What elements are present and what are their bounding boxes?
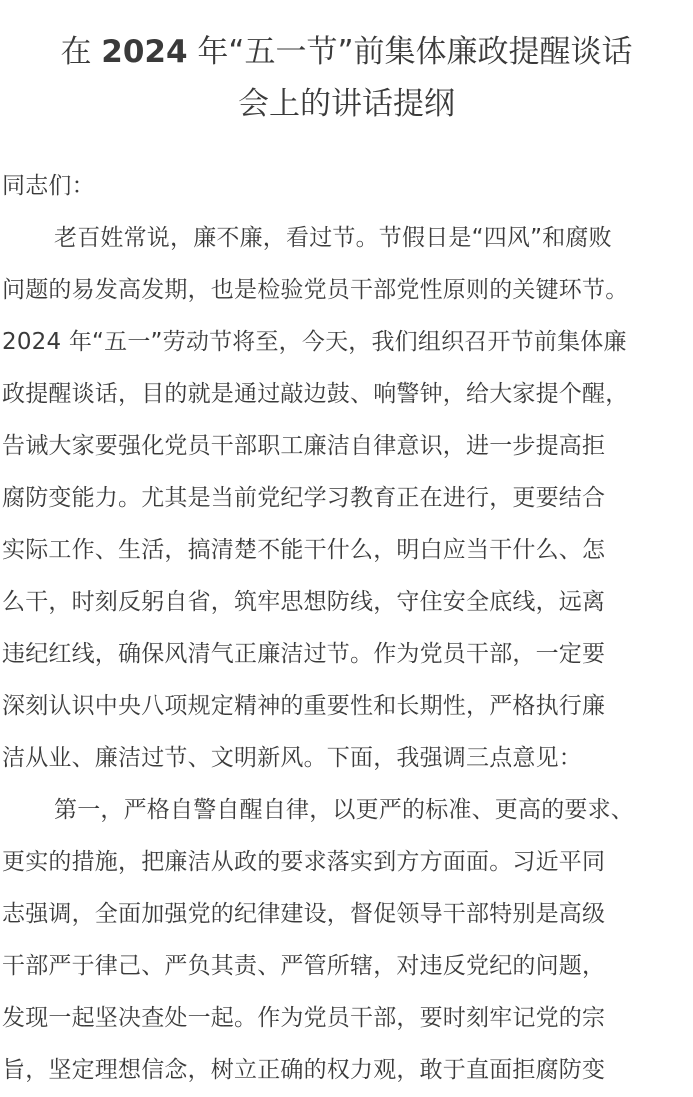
paragraph-line: 2024 年“五一”劳动节将至，今天，我们组织召开节前集体廉: [2, 329, 627, 355]
paragraph-line: 么干，时刻反躬自省，筑牢思想防线，守住安全底线，远离: [2, 589, 606, 615]
paragraph-line: 志强调，全面加强党的纪律建设，督促领导干部特别是高级: [2, 901, 606, 927]
paragraph-line: 发现一起坚决查处一起。作为党员干部，要时刻牢记党的宗: [2, 1005, 606, 1031]
title-year: 2024: [101, 34, 188, 70]
title-line-1: [0, 26, 693, 78]
paragraph-line: 干部严于律己、严负其责、严管所辖，对违反党纪的问题，: [2, 953, 606, 979]
paragraph-line: 违纪红线，确保风清气正廉洁过节。作为党员干部，一定要: [2, 641, 606, 667]
paragraph-line: 第一，严格自警自醒自律，以更严的标准、更高的要求、: [54, 797, 634, 823]
paragraph-line: 旨，坚定理想信念，树立正确的权力观，敢于直面拒腐防变: [2, 1057, 606, 1083]
paragraph-line: 更实的措施，把廉洁从政的要求落实到方方面面。习近平同: [2, 849, 606, 875]
paragraph-line: 问题的易发高发期，也是检验党员干部党性原则的关键环节。: [2, 277, 629, 303]
paragraph-2: [0, 784, 693, 1096]
paragraph-line: 政提醒谈话，目的就是通过敲边鼓、响警钟，给大家提个醒，: [2, 381, 629, 407]
paragraph-line: 深刻认识中央八项规定精神的重要性和长期性，严格执行廉: [2, 693, 606, 719]
paragraph-line: 老百姓常说，廉不廉，看过节。节假日是“四风”和腐败: [54, 225, 612, 251]
title-prefix: 在: [60, 34, 102, 70]
paragraph-line: 告诫大家要强化党员干部职工廉洁自律意识，进一步提高拒: [2, 433, 606, 459]
document-body: [0, 160, 693, 1096]
title-suffix: 年“五一节”前集体廉政提醒谈话: [187, 34, 633, 70]
salutation: 同志们：: [2, 173, 95, 199]
paragraph-line: 实际工作、生活，搞清楚不能干什么，明白应当干什么、怎: [2, 537, 606, 563]
document-title: [0, 0, 693, 130]
paragraph-line: 腐防变能力。尤其是当前党纪学习教育正在进行，更要结合: [2, 485, 606, 511]
paragraph-line: 洁从业、廉洁过节、文明新风。下面，我强调三点意见：: [2, 745, 582, 771]
paragraph-1: [0, 212, 693, 784]
title-line-2: 会上的讲话提纲: [238, 86, 455, 122]
